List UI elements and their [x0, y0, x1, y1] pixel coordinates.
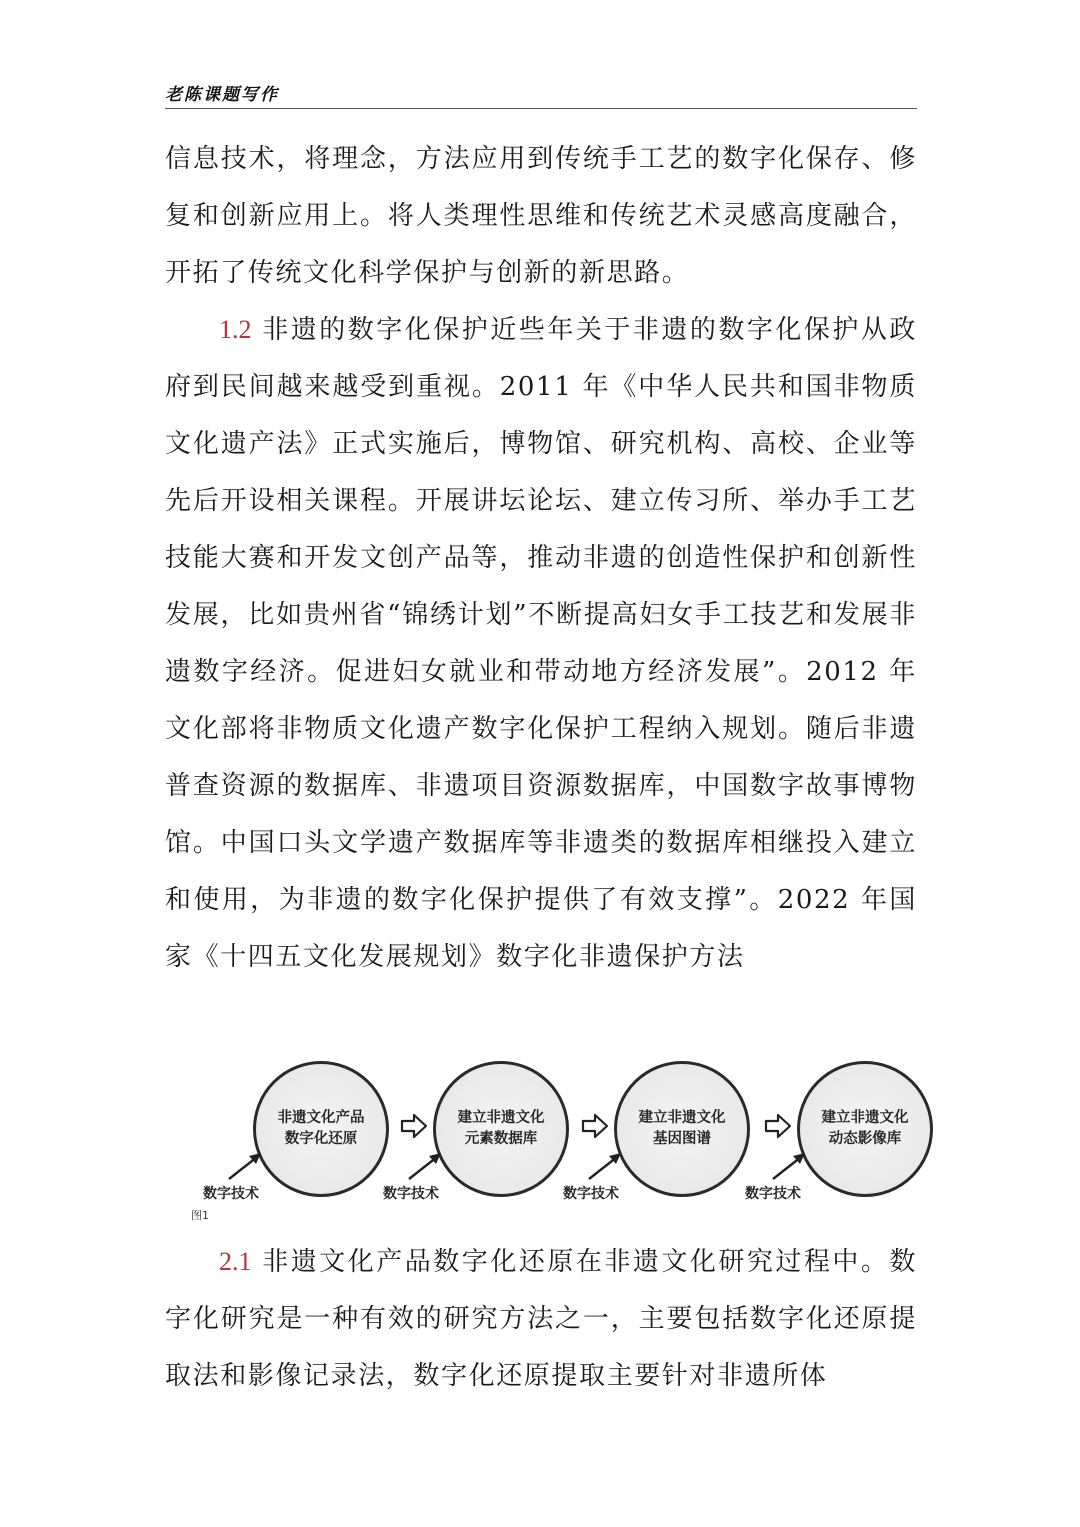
stage-2-line-1: 建立非遗文化 [457, 1110, 545, 1126]
stage-3-line-1: 建立非遗文化 [638, 1110, 726, 1126]
section-number-1-2: 1.2 [219, 315, 252, 344]
stage-1-line-1: 非遗文化产品 [277, 1110, 365, 1126]
flow-arrow-icon [763, 1111, 793, 1141]
paragraph-1 [165, 131, 917, 302]
input-arrow-icon [405, 1149, 445, 1183]
digital-tech-label-4: 数字技术 [745, 1186, 801, 1202]
input-arrow-icon [225, 1149, 265, 1183]
stage-3-line-2: 基因图谱 [653, 1131, 711, 1147]
digital-tech-label-3: 数字技术 [563, 1186, 619, 1202]
section-number-2-1: 2.1 [219, 1247, 252, 1276]
flow-arrow-icon [399, 1111, 429, 1141]
paragraph-2-1-text: 非遗文化产品数字化还原在非遗文化研究过程中。数字化研究是一种有效的研究方法之一，主要包括数字化还原提取法和影像记录法，数字化还原提取主要针对非遗所体 [165, 1247, 917, 1391]
paragraph-1-text: 信息技术，将理念，方法应用到传统手工艺的数字化保存、修复和创新应用上。将人类理性思维和传统艺术灵感高度融合，开拓了传统文化科学保护与创新的新思路。 [165, 144, 917, 288]
digital-tech-label-2: 数字技术 [383, 1186, 439, 1202]
paragraph-2-1 [165, 1233, 917, 1405]
input-arrow-icon [769, 1149, 809, 1183]
input-arrow-icon [585, 1149, 625, 1183]
flow-arrow-icon [580, 1111, 610, 1141]
header-divider [165, 108, 917, 109]
stage-circle-1 [253, 1061, 389, 1197]
stage-circle-4 [797, 1061, 933, 1197]
stage-circle-3 [614, 1061, 750, 1197]
stage-4-line-2: 动态影像库 [828, 1131, 902, 1147]
stage-circle-2 [433, 1061, 569, 1197]
figure-caption: 图1 [191, 1209, 209, 1222]
process-figure [165, 1055, 955, 1225]
header-title: 老陈课题写作 [165, 85, 279, 105]
paragraph-1-2-text: 非遗的数字化保护近些年关于非遗的数字化保护从政府到民间越来越受到重视。2011 年《中华人民共和国非物质文化遗产法》正式实施后，博物馆、研究机构、高校、企业等先后开设相关课程。开展讲坛论坛、建立传习所、举办手工艺技能大赛和开发文创产品等，推动非遗的创造性保护和创新性发展，比如贵州省“锦绣计划”不断提高妇女手工技艺和发展非遗数字经济。促进妇女就业和带动地方经济发展”。2012 年文化部将非物质文化遗产数字化保护工程纳入规划。随后非遗普查资源的数据库、非遗项目资源数据库，中国数字故事博物馆。中国口头文学遗产数据库等非遗类的数据库相继投入建立和使用，为非遗的数字化保护提供了有效支撑”。2022 年国家《十四五文化发展规划》数字化非遗保护方法 [165, 315, 917, 972]
stage-4-line-1: 建立非遗文化 [821, 1110, 909, 1126]
paragraph-1-2 [165, 301, 917, 986]
stage-1-line-2: 数字化还原 [284, 1131, 358, 1147]
stage-2-line-2: 元素数据库 [464, 1131, 538, 1147]
digital-tech-label-1: 数字技术 [203, 1186, 259, 1202]
